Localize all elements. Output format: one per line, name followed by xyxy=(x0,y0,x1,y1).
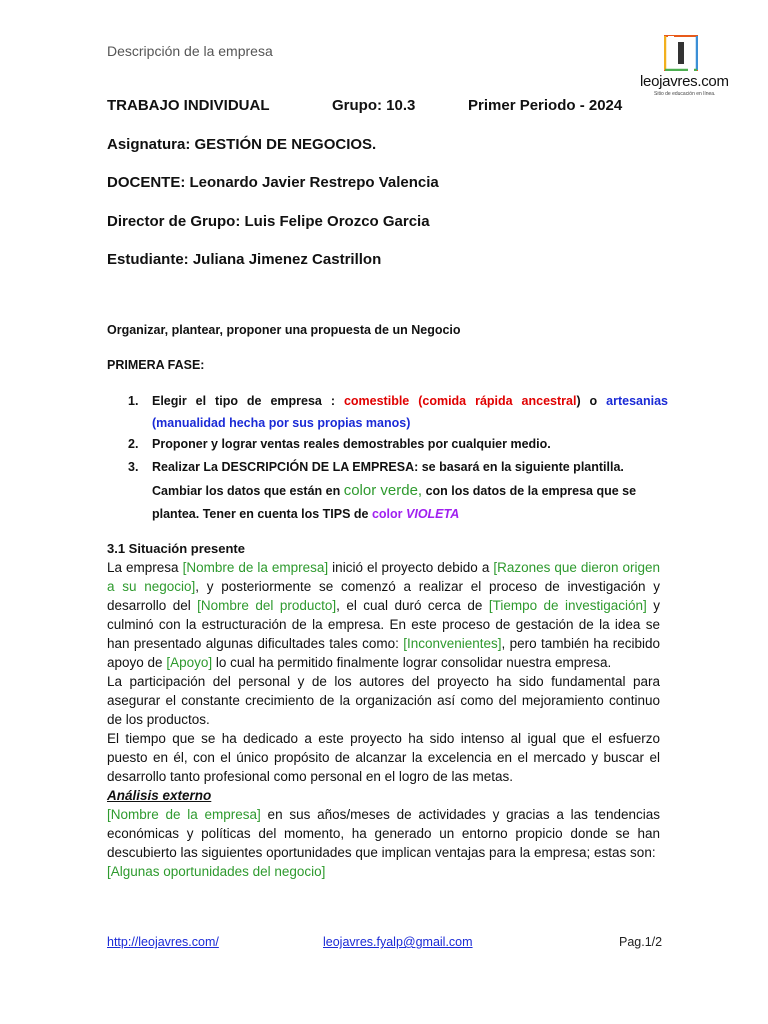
docente-line: DOCENTE: Leonardo Javier Restrepo Valencia xyxy=(107,174,439,191)
item1-text-c: ) o xyxy=(576,394,607,408)
item3-text-a: Realizar La DESCRIPCIÓN DE LA EMPRESA: se basará en la siguiente plantilla. Cambiar los datos que están en xyxy=(152,459,624,498)
asignatura-line: Asignatura: GESTIÓN DE NEGOCIOS. xyxy=(107,136,377,153)
item2-text: Proponer y lograr ventas reales demostrables por cualquier medio. xyxy=(152,437,551,451)
list-number: 1. xyxy=(128,394,139,408)
trabajo-label: TRABAJO INDIVIDUAL xyxy=(107,97,270,114)
footer-site-link[interactable]: http://leojavres.com/ xyxy=(107,935,219,949)
item3-text-b: color verde, xyxy=(343,481,423,499)
paragraph-tiempo: El tiempo que se ha dedicado a este proyecto ha sido intenso al igual que el esfuerzo puesto en él, con el único propósito de alcanzar la excelencia en el mercado y buscar el desarrollo tanto profesional como personal en el logro de las metas. xyxy=(107,731,660,784)
item1-text-a: Elegir el tipo de empresa : xyxy=(152,394,344,408)
footer-email-link[interactable]: leojavres.fyalp@gmail.com xyxy=(323,935,473,949)
instruction-list xyxy=(128,391,668,526)
periodo-label: Primer Periodo - 2024 xyxy=(468,97,623,114)
section-body xyxy=(107,539,660,881)
p1-text: , y posteriormente se comenzó a realizar el proceso de investigación y desarrollo del xyxy=(107,579,660,613)
fase-heading: PRIMERA FASE: xyxy=(107,358,205,372)
placeholder-tiempo: [Tiempo de investigación] xyxy=(488,598,647,613)
item3-text-e: VIOLETA xyxy=(406,506,460,521)
placeholder-inconvenientes: [Inconvenientes] xyxy=(403,636,502,651)
list-item xyxy=(128,391,668,434)
placeholder-apoyo: [Apoyo] xyxy=(166,655,213,670)
header-info-row xyxy=(107,97,647,117)
grupo-label: Grupo: 10.3 xyxy=(332,97,416,114)
analisis-heading: Análisis externo xyxy=(107,788,212,803)
p1-text: , el cual duró cerca de xyxy=(336,598,489,613)
p1-text: La empresa xyxy=(107,560,183,575)
list-item xyxy=(128,434,668,456)
p1-text: , pero también ha recibido apoyo de xyxy=(107,636,660,670)
leojavres-logo-icon xyxy=(664,35,698,71)
placeholder-razones: [Razones que dieron origen a su negocio] xyxy=(107,560,660,594)
logo-tagline: Sitio de educación en línea. xyxy=(654,91,716,97)
list-item-text xyxy=(152,456,668,526)
paragraph-participacion: La participación del personal y de los autores del proyecto ha sido fundamental para asegurar el constante crecimiento de la organización así como del mejoramiento continuo de los productos. xyxy=(107,674,660,727)
item3-text-c: con los datos de la empresa que se plantea. Tener en cuenta los TIPS de xyxy=(152,483,637,521)
list-item xyxy=(128,456,668,526)
logo-name: leojavres.com xyxy=(640,73,729,90)
list-number: 2. xyxy=(128,437,139,451)
item1-text-d: artesanias (manualidad hecha por sus propias manos) xyxy=(152,394,668,430)
estudiante-line: Estudiante: Juliana Jimenez Castrillon xyxy=(107,251,382,268)
placeholder-oportunidades: [Algunas oportunidades del negocio] xyxy=(107,864,326,879)
placeholder-nombre-empresa: [Nombre de la empresa] xyxy=(182,560,329,575)
placeholder-nombre-empresa: [Nombre de la empresa] xyxy=(107,807,261,822)
section-heading: 3.1 Situación presente xyxy=(107,541,245,556)
p4-text: en sus años/meses de actividades y gracias a las tendencias económicas y políticas del momento, ha generado un entorno propicio donde se han descubierto las siguientes oportunidades que implican ventajas para la empresa; estas son: xyxy=(107,807,660,860)
list-item-text xyxy=(152,391,668,434)
item1-text-b: comestible (comida rápida ancestral xyxy=(343,394,577,408)
director-line: Director de Grupo: Luis Felipe Orozco Garcia xyxy=(107,213,430,230)
paragraph-analisis xyxy=(107,805,660,862)
objetivo-line: Organizar, plantear, proponer una propuesta de un Negocio xyxy=(107,323,461,337)
item3-text-d: color xyxy=(371,506,407,521)
page-number: Pag.1/2 xyxy=(619,935,663,949)
p1-text: lo cual ha permitido finalmente lograr consolidar nuestra empresa. xyxy=(212,655,612,670)
logo xyxy=(640,33,736,105)
placeholder-nombre-producto: [Nombre del producto] xyxy=(197,598,337,613)
paragraph-situacion xyxy=(107,558,660,672)
page-header-title: Descripción de la empresa xyxy=(107,43,273,59)
p1-text: y culminó con la estructuración de la empresa. En este proceso de gestación de la idea se han presentado algunas dificultades tales como: xyxy=(107,598,660,651)
list-number: 3. xyxy=(128,459,139,474)
p1-text: inició el proyecto debido a xyxy=(328,560,494,575)
